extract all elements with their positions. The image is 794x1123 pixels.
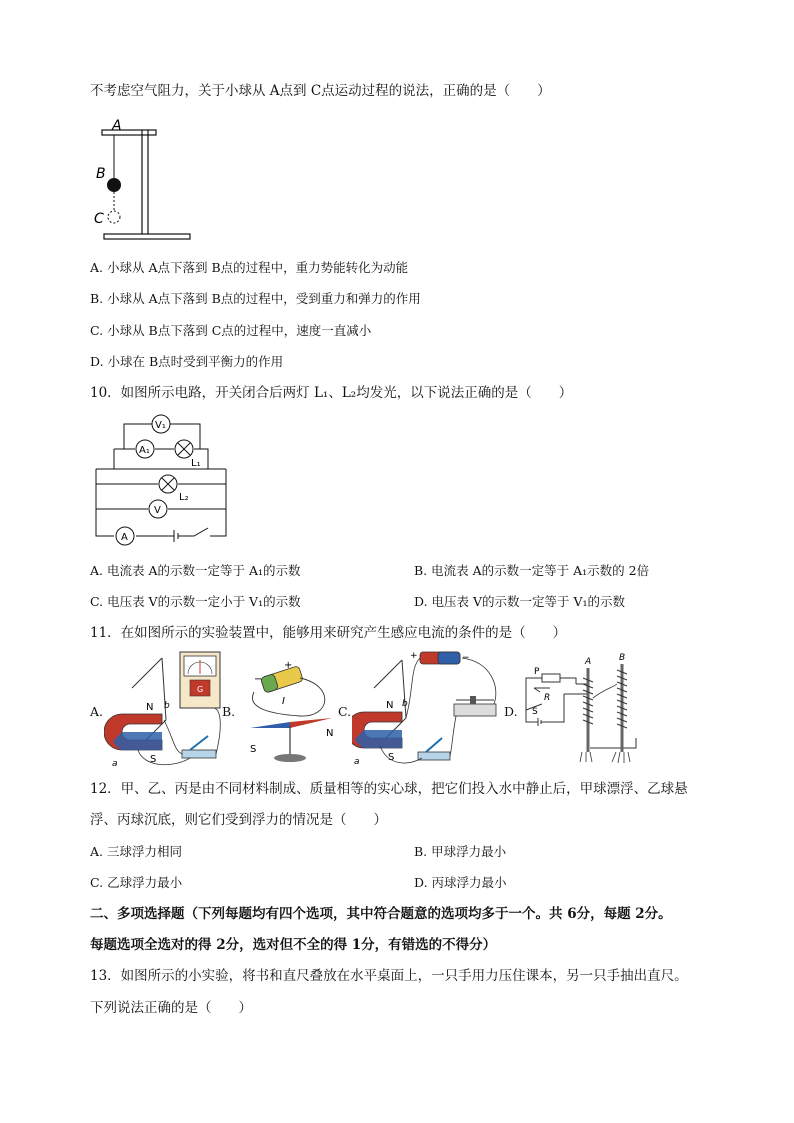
q12-option-c[interactable]: C. 乙球浮力最小 (90, 875, 183, 890)
q11-stem: 11．在如图所示的实验装置中，能够用来研究产生感应电流的条件的是（ ） (90, 625, 567, 641)
fig-a-a-label: a (112, 759, 118, 769)
q10-option-d[interactable]: D. 电压表 V的示数一定等于 V₁的示数 (414, 594, 626, 609)
fig-c-s-label: S (388, 752, 395, 763)
q13-stem-line2: 下列说法正确的是（ ） (90, 1000, 252, 1016)
fig-d-s-label: S (532, 707, 538, 717)
q10-option-a[interactable]: A. 电流表 A的示数一定等于 A₁的示数 (90, 563, 301, 578)
label-a: A (112, 118, 122, 134)
label-b: B (96, 166, 106, 182)
meter-v1-label: V₁ (155, 420, 166, 431)
fig-b-i-label: I (282, 696, 285, 707)
q9-pendulum-figure (90, 116, 200, 246)
q10-stem: 10．如图所示电路，开关闭合后两灯 L₁、L₂均发光，以下说法正确的是（ ） (90, 385, 573, 401)
fig-c-plus-label: + (410, 651, 418, 661)
label-c: C (94, 211, 104, 227)
fig-c-b-label: b (402, 699, 408, 709)
q11-choice-d[interactable]: D. (504, 704, 518, 719)
q10-option-b[interactable]: B. 电流表 A的示数一定等于 A₁示数的 2倍 (414, 563, 650, 578)
section2-heading-line2: 每题选项全选对的得 2分，选对但不全的得 1分，有错选的不得分） (90, 937, 497, 953)
q10-option-c[interactable]: C. 电压表 V的示数一定小于 V₁的示数 (90, 594, 301, 609)
q11-choice-a[interactable]: A. (90, 704, 104, 719)
q12-stem-line2: 浮、丙球沉底，则它们受到浮力的情况是（ ） (90, 812, 387, 828)
fig-a-g-label: G (197, 685, 204, 694)
fig-a-n-label: N (146, 702, 154, 713)
fig-d-a-label: A (585, 657, 592, 667)
meter-a1-label: A₁ (139, 445, 150, 456)
ball-b (107, 178, 121, 192)
fig-c-n-label: N (386, 700, 394, 711)
fig-b-plus-label: + (284, 660, 293, 671)
fig-b-s-label: S (250, 744, 257, 755)
fig-b-minus-label: − (254, 674, 263, 685)
q12-stem-line1: 12．甲、乙、丙是由不同材料制成、质量相等的实心球，把它们投入水中静止后，甲球漂浮、乙球悬 (90, 781, 688, 797)
q9-stem: 不考虑空气阻力，关于小球从 A点到 C点运动过程的说法，正确的是（ ） (90, 83, 551, 99)
q12-option-b[interactable]: B. 甲球浮力最小 (414, 844, 507, 859)
lamp-l1-label: L₁ (191, 458, 201, 469)
fig-c-minus-label: − (462, 653, 470, 663)
meter-v-label: V (154, 505, 161, 516)
fig-c-a-label: a (354, 757, 360, 767)
q11-figure-a (104, 650, 224, 770)
ball-c (108, 211, 120, 223)
q9-option-d[interactable]: D. 小球在 B点时受到平衡力的作用 (90, 354, 284, 369)
section2-heading-line1: 二、多项选择题（下列每题均有四个选项，其中符合题意的选项均多于一个。共 6分，每题 2分。 (90, 906, 672, 922)
q10-circuit-figure (90, 414, 240, 549)
q12-option-a[interactable]: A. 三球浮力相同 (90, 844, 182, 859)
fig-a-b-label: b (164, 701, 170, 711)
q9-option-a[interactable]: A. 小球从 A点下落到 B点的过程中，重力势能转化为动能 (90, 260, 409, 275)
fig-d-r-label: R (544, 693, 551, 703)
fig-b-n-label: N (326, 728, 334, 739)
meter-a-label: A (121, 532, 128, 543)
q11-figure-b (240, 658, 340, 768)
q12-option-d[interactable]: D. 丙球浮力最小 (414, 875, 507, 890)
q9-option-b[interactable]: B. 小球从 A点下落到 B点的过程中，受到重力和弹力的作用 (90, 291, 421, 306)
fig-d-b-label: B (619, 653, 626, 663)
lamp-l2-label: L₂ (179, 492, 189, 503)
q9-option-c[interactable]: C. 小球从 B点下落到 C点的过程中，速度一直减小 (90, 323, 372, 338)
q11-figure-c (352, 648, 502, 768)
fig-a-s-label: S (150, 754, 157, 765)
q11-figure-d (516, 648, 646, 768)
q11-choice-c[interactable]: C. (338, 704, 352, 719)
fig-d-p-label: P (534, 667, 540, 677)
q11-choice-b[interactable]: B. (222, 704, 236, 719)
q13-stem-line1: 13．如图所示的小实验，将书和直尺叠放在水平桌面上，一只手用力压住课本，另一只手抽出直尺。 (90, 968, 688, 984)
